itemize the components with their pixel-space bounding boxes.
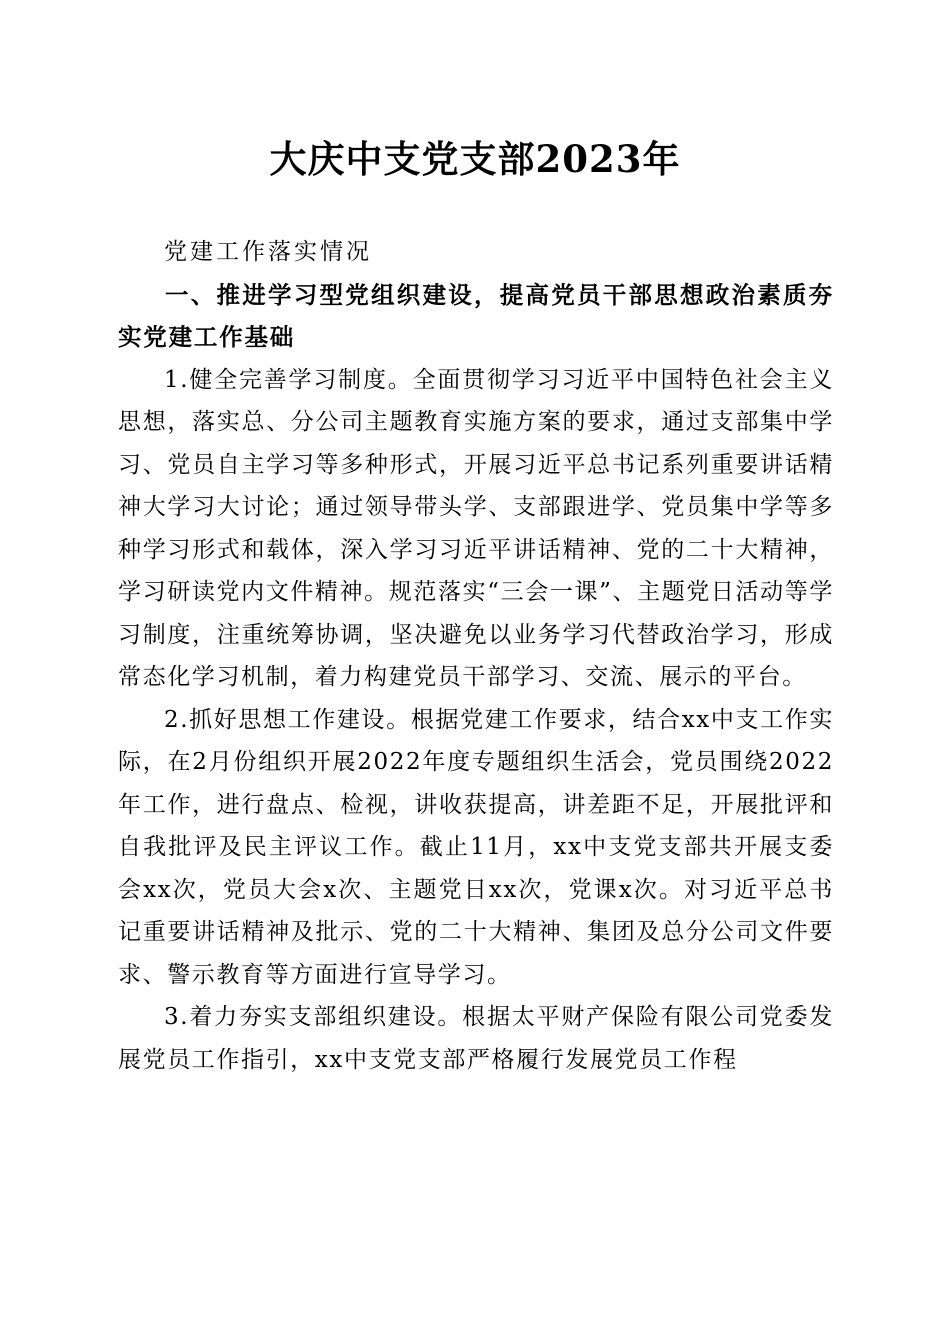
- paragraph-1: 1.健全完善学习制度。全面贯彻学习习近平中国特色社会主义思想，落实总、分公司主题教育实施方案的要求，通过支部集中学习、党员自主学习等多种形式，开展习近平总书记系列重要讲话精神大学习大讨论；通过领导带头学、支部跟进学、党员集中学等多种学习形式和载体，深入学习习近平讲话精神、党的二十大精神，学习研读党内文件精神。规范落实“三会一课”、主题党日活动等学习制度，注重统筹协调，坚决避免以业务学习代替政治学习，形成常态化学习机制，着力构建党员干部学习、交流、展示的平台。: [118, 366, 834, 690]
- section-heading: 一、推进学习型党组织建设，提高党员干部思想政治素质夯实党建工作基础: [118, 280, 834, 351]
- paragraph-3: 3.着力夯实支部组织建设。根据太平财产保险有限公司党委发展党员工作指引，xx中支党支部严格履行发展党员工作程: [118, 1004, 834, 1073]
- document-body: [118, 231, 834, 1081]
- paragraph-2: 2.抓好思想工作建设。根据党建工作要求，结合xx中支工作实际，在2月份组织开展2022年度专题组织生活会，党员围绕2022年工作，进行盘点、检视，讲收获提高，讲差距不足，开展批评和自我批评及民主评议工作。截止11月，xx中支党支部共开展支委会xx次，党员大会x次、主题党日xx次，党课x次。对习近平总书记重要讲话精神及批示、党的二十大精神、集团及总分公司文件要求、警示教育等方面进行宣导学习。: [118, 706, 834, 988]
- document-title: 大庆中支党支部2023年: [269, 137, 681, 181]
- document-subtitle: 党建工作落实情况: [164, 239, 372, 265]
